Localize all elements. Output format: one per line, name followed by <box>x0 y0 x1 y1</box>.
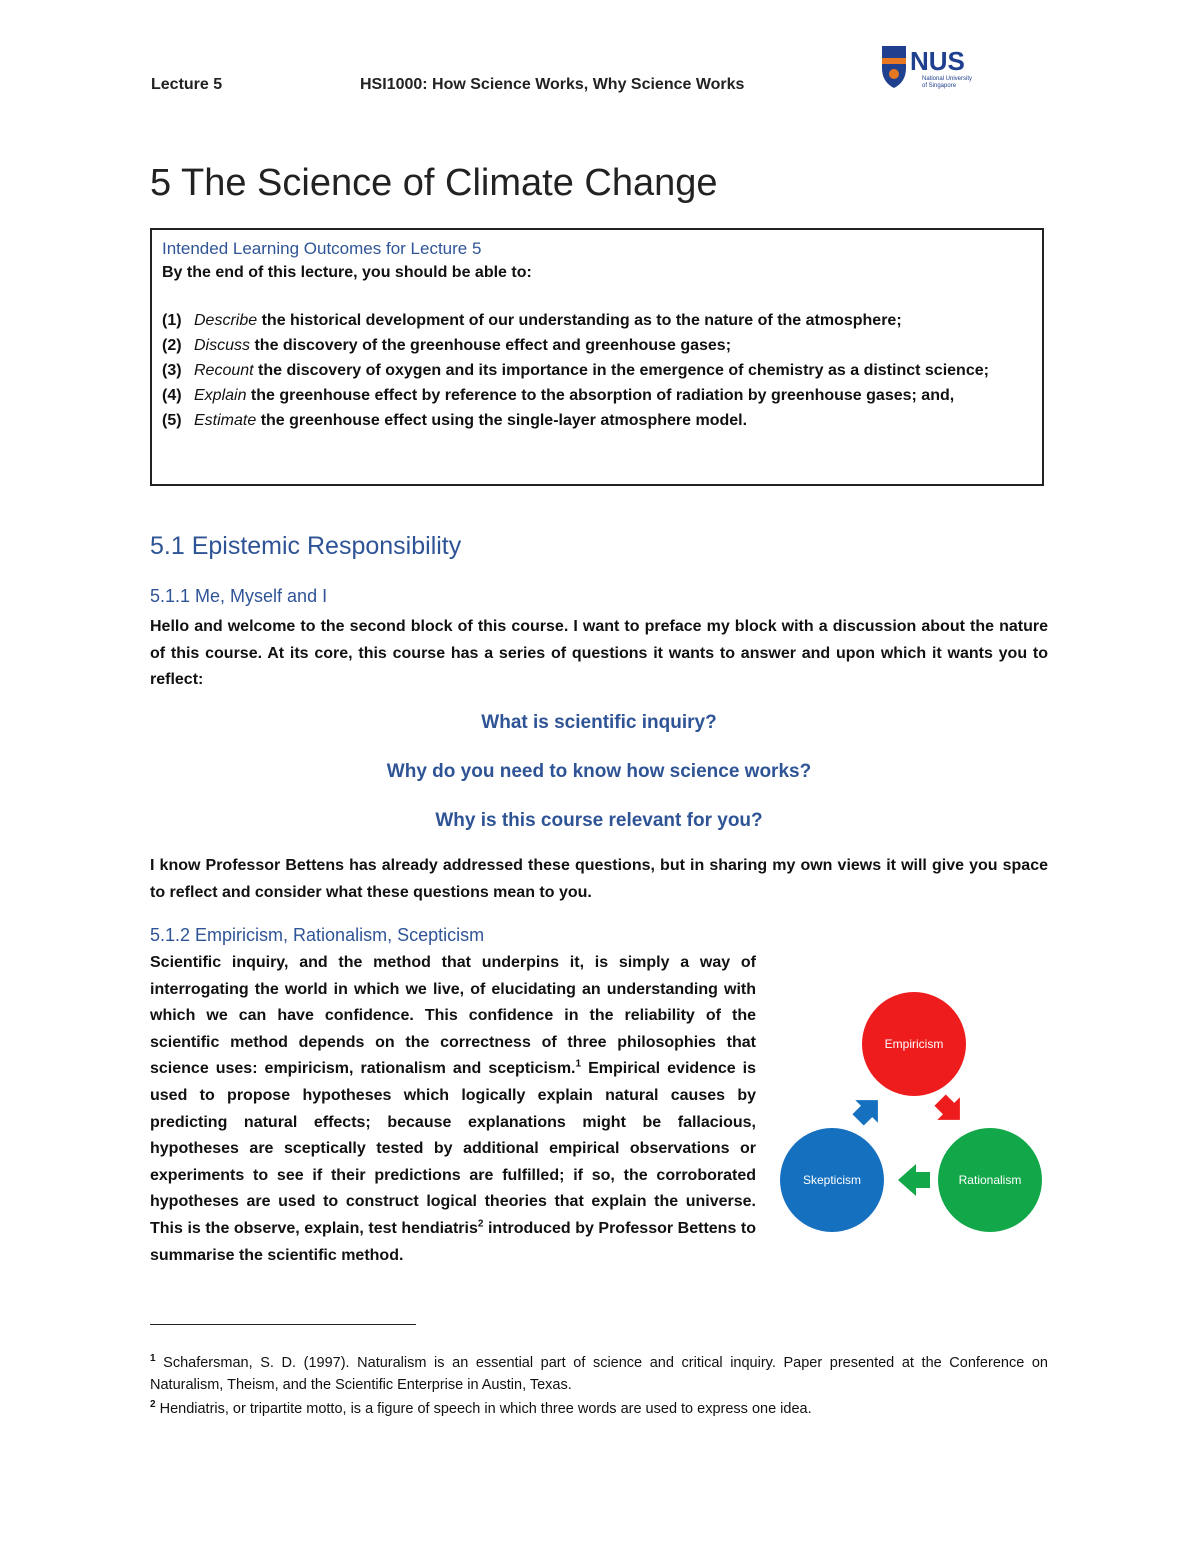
learning-outcome-description: the historical development of our understanding as to the nature of the atmosphere; <box>257 312 902 329</box>
question-1: What is scientific inquiry? <box>481 712 717 733</box>
chapter-title: 5 The Science of Climate Change <box>150 162 718 204</box>
learning-outcome-description: the discovery of oxygen and its importance in the emergence of chemistry as a distinct science; <box>253 362 989 379</box>
learning-outcome-verb: Estimate <box>194 412 257 429</box>
arrow-rationalism-to-skepticism <box>898 1164 930 1196</box>
paragraph-part-3: introduced by Professor Bettens to summarise the scientific method. <box>150 1219 756 1264</box>
logo-crest-emblem <box>889 69 899 79</box>
learning-outcome-verb: Describe <box>194 312 258 329</box>
header-course-title: HSI1000: How Science Works, Why Science Works <box>360 76 745 93</box>
paragraph-part-1: Scientific inquiry, and the method that underpins it, is simply a way of interrogating the world in which we live, of elucidating an understanding with which we can have confidence. This confidence in the reliability of the scientific method depends on the correctness of three philosophies that science uses: empiricism, rationalism and scepticism. <box>150 954 756 1078</box>
nus-logo <box>880 44 980 92</box>
logo-subtext-2: of Singapore <box>922 83 957 89</box>
learning-outcome-text <box>194 358 1032 383</box>
footnote-number-2: 2 <box>150 1399 156 1411</box>
learning-outcome-description: the greenhouse effect using the single-layer atmosphere model. <box>256 412 748 429</box>
paragraph-scientific-inquiry <box>150 950 756 1269</box>
skepticism-label: Skepticism <box>802 1173 862 1187</box>
question-3: Why is this course relevant for you? <box>435 810 763 831</box>
section-heading-5-1-1: 5.1.1 Me, Myself and I <box>150 586 328 606</box>
footnote-2 <box>150 1398 1048 1420</box>
learning-outcome-verb: Explain <box>194 387 247 404</box>
footnote-ref-2[interactable]: 2 <box>477 1218 484 1230</box>
paragraph-reflection: I know Professor Bettens has already addressed these questions, but in sharing my own views it will give you space to reflect and consider what these questions mean to you. <box>150 857 1048 901</box>
header-lecture: Lecture 5 <box>151 76 223 93</box>
scientific-method-cycle-diagram <box>770 990 1060 1270</box>
section-heading-5-1: 5.1 Epistemic Responsibility <box>150 532 462 560</box>
footnote-ref-1[interactable]: 1 <box>575 1059 582 1071</box>
learning-outcome-number: (2) <box>162 337 182 354</box>
learning-outcome-description: the greenhouse effect by reference to the absorption of radiation by greenhouse gases; and, <box>246 387 955 404</box>
footnote-1 <box>150 1352 1048 1396</box>
learning-outcome-text <box>194 308 1032 333</box>
empiricism-label: Empiricism <box>884 1037 944 1051</box>
learning-outcome-item <box>162 308 1032 333</box>
rationalism-label: Rationalism <box>958 1173 1022 1187</box>
learning-outcomes-list <box>162 308 1032 433</box>
learning-outcome-verb: Discuss <box>194 337 251 354</box>
paragraph-part-2: Empirical evidence is used to propose hypotheses which logically explain natural causes by predicting natural effects; because explanations might be fallacious, hypotheses are sceptically tested by additional empirical observations or experiments to see if their predictions are fulfilled; if so, the corroborated hypotheses are used to construct logical theories that explain the universe. This is the observe, explain, test hendiatris <box>150 1060 757 1237</box>
footnote-text-1: Schafersman, S. D. (1997). Naturalism is an essential part of science and critical inquiry. Paper presented at the Conference on Naturalism, Theism, and the Scientific Enterprise in Austin, Texas. <box>150 1355 1048 1393</box>
footnote-number-1: 1 <box>150 1353 156 1365</box>
learning-outcome-description: the discovery of the greenhouse effect and greenhouse gases; <box>250 337 732 354</box>
arrow-skepticism-to-empiricism <box>847 1089 889 1131</box>
learning-outcome-text <box>194 333 1032 358</box>
section-heading-5-1-2: 5.1.2 Empiricism, Rationalism, Scepticism <box>150 925 485 945</box>
learning-outcome-item <box>162 358 1032 383</box>
learning-outcome-number: (5) <box>162 412 182 429</box>
question-2: Why do you need to know how science works? <box>386 761 812 782</box>
footnote-separator <box>150 1324 416 1325</box>
footnote-text-2: Hendiatris, or tripartite motto, is a figure of speech in which three words are used to express one idea. <box>155 1401 812 1417</box>
learning-outcome-item <box>162 333 1032 358</box>
learning-outcome-number: (1) <box>162 312 182 329</box>
logo-wordmark: NUS <box>910 46 965 76</box>
learning-outcome-text <box>194 408 1032 433</box>
learning-outcomes-box <box>150 228 1044 486</box>
logo-crest-band <box>882 58 906 64</box>
learning-outcome-verb: Recount <box>194 362 254 379</box>
learning-outcome-item <box>162 383 1032 408</box>
learning-outcomes-heading: Intended Learning Outcomes for Lecture 5 <box>162 239 482 258</box>
learning-outcome-number: (4) <box>162 387 182 404</box>
paragraph-welcome: Hello and welcome to the second block of this course. I want to preface my block with a discussion about the nature of this course. At its core, this course has a series of questions it wants to answer and upon which it wants you to reflect: <box>150 618 1048 688</box>
learning-outcome-item <box>162 408 1032 433</box>
logo-subtext-1: National University <box>922 76 973 82</box>
learning-outcome-text <box>194 383 1032 408</box>
logo-crest <box>882 46 906 88</box>
arrow-empiricism-to-rationalism <box>929 1089 971 1131</box>
learning-outcomes-intro: By the end of this lecture, you should be able to: <box>162 264 532 281</box>
learning-outcome-number: (3) <box>162 362 182 379</box>
